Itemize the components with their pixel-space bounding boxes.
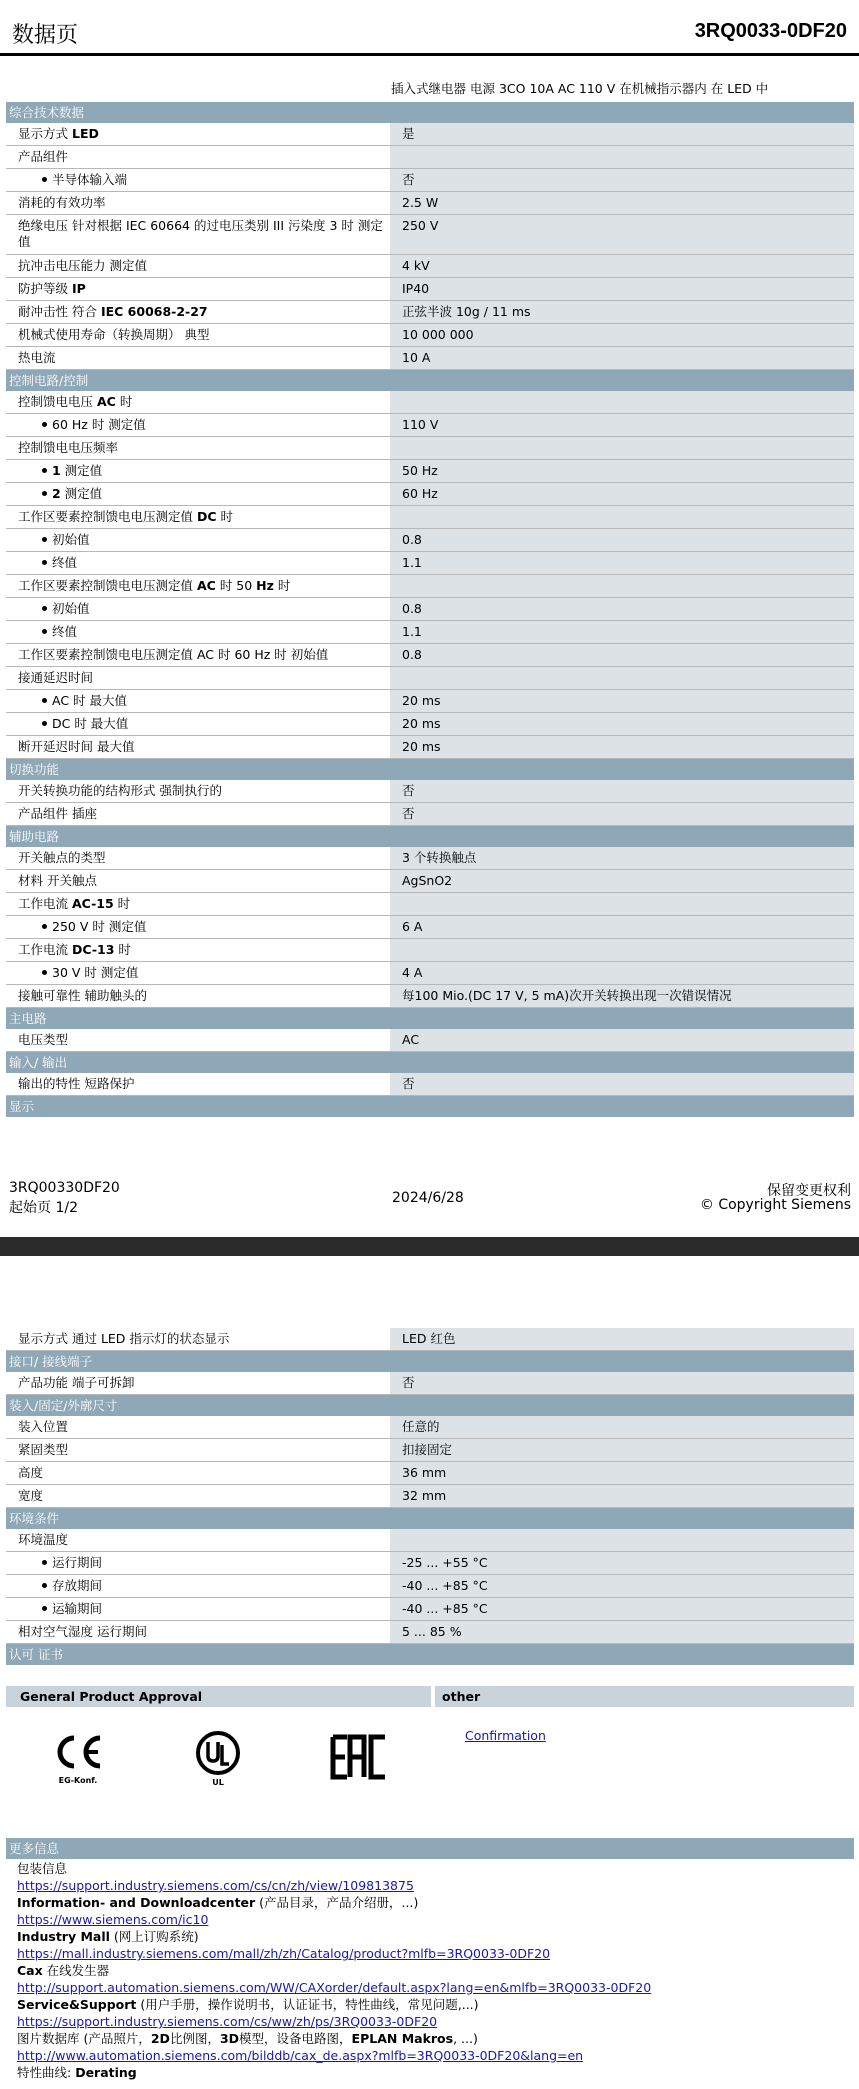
spec-label: [6, 123, 390, 145]
spec-value: -40 ... +85 °C: [390, 1575, 854, 1597]
spec-row: [6, 690, 854, 713]
spec-row: [6, 916, 854, 939]
spec-label: [6, 713, 390, 735]
spec-value: [390, 506, 854, 528]
confirmation-link[interactable]: Confirmation: [465, 1728, 546, 1743]
spec-label: [6, 803, 390, 825]
spec-label-text: 工作电流 AC-15 时: [18, 896, 131, 911]
spec-value: 3 个转换触点: [390, 847, 854, 869]
bullet-icon: [42, 1583, 47, 1588]
spec-label-text: 产品组件: [18, 149, 69, 164]
spec-row: [6, 1621, 854, 1644]
spec-label: [6, 1621, 390, 1643]
cert-col-separator: [431, 1686, 435, 1707]
spec-label-text: 工作电流 DC-13 时: [18, 942, 131, 957]
section-header: 辅助电路: [6, 826, 854, 847]
spec-row: [6, 598, 854, 621]
spec-value: 每100 Mio.(DC 17 V, 5 mA)次开关转换出现一次错误情况: [390, 985, 854, 1007]
spec-label: [6, 644, 390, 666]
section-header: 控制电路/控制: [6, 370, 854, 391]
spec-label: [6, 598, 390, 620]
spec-label-text: 热电流: [18, 350, 56, 365]
spec-table-page-2: [6, 1328, 854, 1665]
spec-row: [6, 1552, 854, 1575]
spec-label-text: 控制馈电电压 AC 时: [18, 394, 133, 409]
spec-label: [6, 529, 390, 551]
info-item-title: Service&Support (用户手册，操作说明书，认证证书，特性曲线，常见问题,...): [17, 1997, 479, 2012]
more-info-list: [17, 1860, 651, 2081]
spec-value: 否: [390, 169, 854, 191]
spec-value: [390, 146, 854, 168]
spec-label: [6, 1416, 390, 1438]
spec-label: [6, 483, 390, 505]
spec-value: 否: [390, 803, 854, 825]
spec-value: [390, 939, 854, 961]
spec-label: [6, 506, 390, 528]
spec-label: [6, 1462, 390, 1484]
spec-row: [6, 985, 854, 1008]
spec-label: [6, 1439, 390, 1461]
spec-label-text: 接通延迟时间: [18, 670, 94, 685]
spec-label-text: 高度: [18, 1465, 44, 1480]
spec-label-text: 存放期间: [52, 1578, 103, 1593]
spec-label: [6, 667, 390, 689]
spec-label: [6, 893, 390, 915]
spec-value: 否: [390, 1372, 854, 1394]
spec-label-text: 防护等级 IP: [18, 281, 86, 296]
page-divider: [0, 1237, 859, 1256]
spec-label: [6, 437, 390, 459]
product-id: 3RQ0033-0DF20: [694, 20, 847, 42]
spec-row: [6, 644, 854, 667]
spec-row: [6, 1372, 854, 1395]
spec-value: 60 Hz: [390, 483, 854, 505]
ul-mark-icon: [195, 1730, 241, 1776]
section-more-info: 更多信息: [6, 1838, 854, 1859]
certificates-header: [6, 1686, 854, 1707]
spec-row: [6, 529, 854, 552]
spec-row: [6, 1029, 854, 1052]
spec-label: [6, 736, 390, 758]
spec-value: [390, 575, 854, 597]
spec-label: [6, 1485, 390, 1507]
info-item-title: Industry Mall (网上订购系统): [17, 1929, 199, 1944]
bullet-icon: [42, 1560, 47, 1565]
spec-row: [6, 1416, 854, 1439]
spec-value: 正弦半波 10g / 11 ms: [390, 301, 854, 323]
spec-label: [6, 939, 390, 961]
spec-value: 32 mm: [390, 1485, 854, 1507]
spec-row: [6, 713, 854, 736]
spec-row: [6, 301, 854, 324]
spec-value: -25 ... +55 °C: [390, 1552, 854, 1574]
footer-rights: 保留变更权利: [767, 1183, 851, 1199]
spec-row: [6, 667, 854, 690]
spec-label-text: 材料 开关触点: [18, 873, 97, 888]
info-item-link[interactable]: https://mall.industry.siemens.com/mall/zh/zh/Catalog/product?mlfb=3RQ0033-0DF20: [17, 1946, 551, 1961]
spec-value: [390, 391, 854, 413]
spec-label-text: 控制馈电电压频率: [18, 440, 119, 455]
spec-row: [6, 780, 854, 803]
spec-row: [6, 255, 854, 278]
spec-label: [6, 916, 390, 938]
spec-value: 36 mm: [390, 1462, 854, 1484]
spec-value: [390, 1529, 854, 1551]
spec-value: 是: [390, 123, 854, 145]
spec-label-text: 紧固类型: [18, 1442, 69, 1457]
spec-value: 50 Hz: [390, 460, 854, 482]
section-header: 装入/固定/外廓尺寸: [6, 1395, 854, 1416]
eac-mark-icon: [330, 1734, 390, 1780]
spec-label-text: 耐冲击性 符合 IEC 60068-2-27: [18, 304, 208, 319]
footer-copyright: © Copyright Siemens: [699, 1197, 851, 1213]
spec-label: [6, 1552, 390, 1574]
spec-label: [6, 1328, 390, 1350]
spec-label: [6, 847, 390, 869]
bullet-icon: [42, 422, 47, 427]
spec-row: [6, 278, 854, 301]
spec-row: [6, 621, 854, 644]
spec-row: [6, 1575, 854, 1598]
spec-label-text: 运输期间: [52, 1601, 103, 1616]
spec-label-text: 电压类型: [18, 1032, 69, 1047]
spec-value: 1.1: [390, 552, 854, 574]
spec-label-text: 产品组件 插座: [18, 806, 97, 821]
bullet-icon: [42, 560, 47, 565]
spec-row: [6, 169, 854, 192]
spec-row: [6, 1328, 854, 1351]
section-header: 接口/ 接线端子: [6, 1351, 854, 1372]
spec-row: [6, 324, 854, 347]
spec-row: [6, 962, 854, 985]
spec-table-page-1: [6, 102, 854, 1117]
spec-value: 0.8: [390, 644, 854, 666]
spec-value: 6 A: [390, 916, 854, 938]
spec-row: [6, 575, 854, 598]
ul-caption: UL: [212, 1778, 224, 1787]
spec-label: [6, 255, 390, 277]
spec-label: [6, 1575, 390, 1597]
spec-label-text: 输出的特性 短路保护: [18, 1076, 135, 1091]
spec-label: [6, 169, 390, 191]
product-description: 插入式继电器 电源 3CO 10A AC 110 V 在机械指示器内 在 LED 中: [391, 81, 769, 96]
spec-row: [6, 483, 854, 506]
spec-value: AgSnO2: [390, 870, 854, 892]
spec-label: [6, 780, 390, 802]
bullet-icon: [42, 970, 47, 975]
spec-label-text: 产品功能 端子可拆卸: [18, 1375, 135, 1390]
spec-row: [6, 460, 854, 483]
spec-row: [6, 552, 854, 575]
bullet-icon: [42, 1606, 47, 1611]
spec-row: [6, 1485, 854, 1508]
spec-label-text: 接触可靠性 辅助触头的: [18, 988, 147, 1003]
spec-label-text: 30 V 时 测定值: [52, 965, 139, 980]
spec-label-text: 250 V 时 测定值: [52, 919, 147, 934]
info-item-link[interactable]: http://www.automation.siemens.com/bilddb/cax_de.aspx?mlfb=3RQ0033-0DF20&lang=en: [17, 2048, 584, 2063]
spec-row: [6, 123, 854, 146]
spec-value: 20 ms: [390, 736, 854, 758]
section-header: 显示: [6, 1096, 854, 1117]
spec-label-text: 初始值: [52, 532, 90, 547]
spec-value: LED 红色: [390, 1328, 854, 1350]
bullet-icon: [42, 721, 47, 726]
section-header: 主电路: [6, 1008, 854, 1029]
spec-label: [6, 278, 390, 300]
spec-label-text: 消耗的有效功率: [18, 195, 106, 210]
spec-label-text: 断开延迟时间 最大值: [18, 739, 135, 754]
spec-value: 20 ms: [390, 713, 854, 735]
spec-row: [6, 347, 854, 370]
spec-label: [6, 215, 390, 254]
spec-row: [6, 847, 854, 870]
spec-label: [6, 962, 390, 984]
spec-label-text: 2 测定值: [52, 486, 103, 501]
spec-row: [6, 391, 854, 414]
spec-value: 110 V: [390, 414, 854, 436]
spec-value: -40 ... +85 °C: [390, 1598, 854, 1620]
ce-mark-icon: [50, 1732, 106, 1772]
section-header: 输入/ 输出: [6, 1052, 854, 1073]
spec-label: [6, 301, 390, 323]
spec-row: [6, 870, 854, 893]
bullet-icon: [42, 629, 47, 634]
section-header: 环境条件: [6, 1508, 854, 1529]
spec-value: [390, 667, 854, 689]
spec-value: 任意的: [390, 1416, 854, 1438]
section-header: 综合技术数据: [6, 102, 854, 123]
footer-page-number: 起始页 1/2: [9, 1200, 78, 1216]
spec-row: [6, 215, 854, 255]
info-item-link[interactable]: https://support.industry.siemens.com/cs/ww/zh/ps/3RQ0033-0DF20: [17, 2014, 438, 2029]
spec-row: [6, 1439, 854, 1462]
spec-label-text: 环境温度: [18, 1532, 69, 1547]
spec-label-text: 装入位置: [18, 1419, 69, 1434]
datasheet-page-2: [0, 1256, 859, 2089]
spec-label-text: 60 Hz 时 测定值: [52, 417, 146, 432]
spec-label: [6, 1598, 390, 1620]
spec-label-text: 显示方式 通过 LED 指示灯的状态显示: [18, 1331, 230, 1346]
spec-label-text: 工作区要素控制馈电电压测定值 AC 时 50 Hz 时: [18, 578, 291, 593]
spec-label: [6, 1372, 390, 1394]
spec-value: 否: [390, 1073, 854, 1095]
info-item-title: 图片数据库 (产品照片，2D比例图，3D模型，设备电路图，EPLAN Makros, ...): [17, 2031, 478, 2046]
spec-label: [6, 192, 390, 214]
spec-label-text: 开关转换功能的结构形式 强制执行的: [18, 783, 222, 798]
bullet-icon: [42, 468, 47, 473]
section-header: 切换功能: [6, 759, 854, 780]
spec-value: 否: [390, 780, 854, 802]
spec-row: [6, 146, 854, 169]
spec-value: 20 ms: [390, 690, 854, 712]
spec-label: [6, 324, 390, 346]
info-item-link[interactable]: https://www.siemens.com/ic10: [17, 1912, 209, 1927]
spec-label: [6, 1029, 390, 1051]
spec-label: [6, 347, 390, 369]
spec-label: [6, 621, 390, 643]
spec-label: [6, 552, 390, 574]
spec-value: 1.1: [390, 621, 854, 643]
document-header: [0, 0, 859, 56]
spec-value: IP40: [390, 278, 854, 300]
spec-label-text: 工作区要素控制馈电电压测定值 AC 时 60 Hz 时 初始值: [18, 647, 329, 662]
spec-row: [6, 437, 854, 460]
spec-label-text: 工作区要素控制馈电电压测定值 DC 时: [18, 509, 234, 524]
spec-label-text: 初始值: [52, 601, 90, 616]
spec-label: [6, 690, 390, 712]
spec-value: [390, 893, 854, 915]
spec-label: [6, 391, 390, 413]
bullet-icon: [42, 491, 47, 496]
bullet-icon: [42, 177, 47, 182]
spec-row: [6, 1073, 854, 1096]
page-title: 数据页: [12, 23, 79, 48]
spec-label: [6, 1529, 390, 1551]
spec-label-text: 显示方式 LED: [18, 126, 99, 141]
spec-label-text: 1 测定值: [52, 463, 103, 478]
spec-row: [6, 1598, 854, 1621]
info-item-derating: 特性曲线: Derating: [17, 2065, 137, 2080]
spec-row: [6, 893, 854, 916]
spec-label-text: 运行期间: [52, 1555, 103, 1570]
spec-label-text: DC 时 最大值: [52, 716, 129, 731]
bullet-icon: [42, 698, 47, 703]
info-item-title: 包装信息: [17, 1861, 68, 1876]
cert-col-general: General Product Approval: [20, 1689, 203, 1704]
spec-label: [6, 460, 390, 482]
spec-value: 4 A: [390, 962, 854, 984]
footer-order-number: 3RQ00330DF20: [9, 1180, 120, 1196]
spec-row: [6, 803, 854, 826]
spec-row: [6, 414, 854, 437]
spec-row: [6, 939, 854, 962]
spec-value: 4 kV: [390, 255, 854, 277]
spec-value: 扣接固定: [390, 1439, 854, 1461]
spec-label-text: 开关触点的类型: [18, 850, 106, 865]
spec-row: [6, 736, 854, 759]
spec-value: [390, 437, 854, 459]
spec-label: [6, 1073, 390, 1095]
info-item-title: Information- and Downloadcenter (产品目录，产品介绍册，...): [17, 1895, 419, 1910]
spec-label-text: AC 时 最大值: [52, 693, 128, 708]
spec-value: 5 ... 85 %: [390, 1621, 854, 1643]
footer-date: 2024/6/28: [392, 1190, 464, 1206]
info-item-link[interactable]: https://support.industry.siemens.com/cs/cn/zh/view/109813875: [17, 1878, 414, 1893]
spec-value: AC: [390, 1029, 854, 1051]
spec-label: [6, 146, 390, 168]
spec-value: 0.8: [390, 598, 854, 620]
cert-col-other: other: [442, 1689, 481, 1704]
spec-label-text: 抗冲击电压能力 测定值: [18, 258, 147, 273]
ce-caption: EG-Konf.: [58, 1776, 98, 1785]
spec-value: 2.5 W: [390, 192, 854, 214]
spec-label: [6, 575, 390, 597]
bullet-icon: [42, 924, 47, 929]
spec-label-text: 机械式使用寿命（转换周期） 典型: [18, 327, 210, 342]
spec-row: [6, 1529, 854, 1552]
spec-label: [6, 414, 390, 436]
bullet-icon: [42, 537, 47, 542]
spec-row: [6, 192, 854, 215]
spec-row: [6, 506, 854, 529]
info-item-link[interactable]: http://support.automation.siemens.com/WW/CAXorder/default.aspx?lang=en&mlfb=3RQ0033-0DF20: [17, 1980, 652, 1995]
spec-value: 10 A: [390, 347, 854, 369]
bullet-icon: [42, 606, 47, 611]
section-header: 认可 证书: [6, 1644, 854, 1665]
spec-row: [6, 1462, 854, 1485]
spec-value: 10 000 000: [390, 324, 854, 346]
spec-label: [6, 985, 390, 1007]
spec-label-text: 绝缘电压 针对根据 IEC 60664 的过电压类别 III 污染度 3 时 测定值: [18, 218, 383, 249]
spec-label-text: 宽度: [18, 1488, 44, 1503]
info-item-title: Cax 在线发生器: [17, 1963, 110, 1978]
spec-label: [6, 870, 390, 892]
spec-value: 0.8: [390, 529, 854, 551]
spec-label-text: 终值: [52, 555, 78, 570]
spec-label-text: 相对空气湿度 运行期间: [18, 1624, 147, 1639]
spec-label-text: 终值: [52, 624, 78, 639]
spec-label-text: 半导体输入端: [52, 172, 128, 187]
spec-value: 250 V: [390, 215, 854, 254]
